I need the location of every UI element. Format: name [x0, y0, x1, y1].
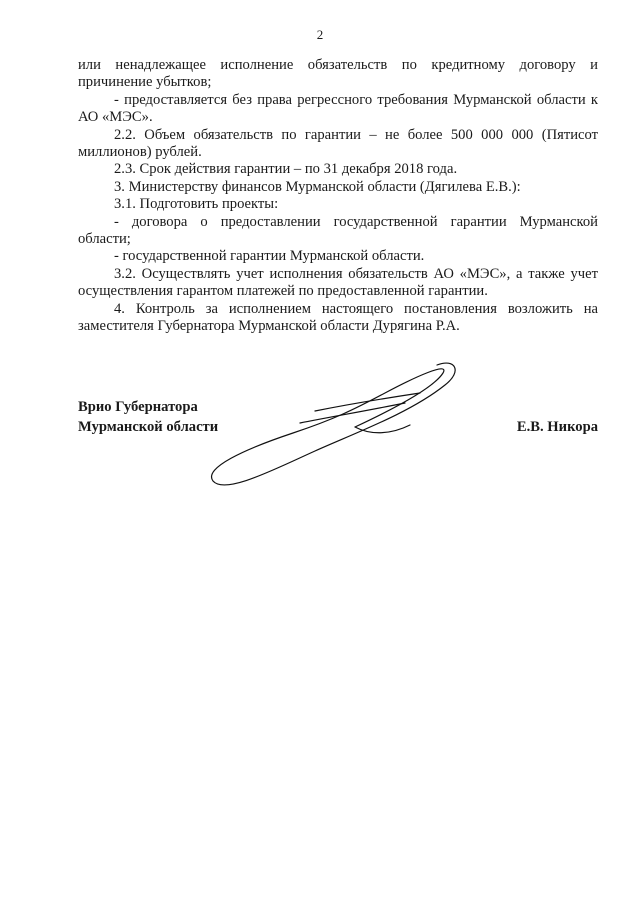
paragraph: или ненадлежащее исполнение обязательств по кредитному договору и причинение убытков;: [78, 57, 598, 91]
paragraph: - договора о предоставлении государственной гарантии Мурманской области;: [78, 213, 598, 248]
paragraph: - государственной гарантии Мурманской области.: [114, 248, 425, 265]
signer-title-line: Мурманской области: [78, 419, 219, 435]
paragraph: - предоставляется без права регрессного требования Мурманской области к АО «МЭС».: [78, 91, 598, 126]
signer-title: [78, 397, 218, 437]
signature-stroke: [300, 403, 405, 423]
paragraph: 3.2. Осуществлять учет исполнения обязательств АО «МЭС», а также учет осуществления гарантом платежей по предоставленной гарантии.: [78, 265, 598, 300]
signature-stroke: [355, 425, 410, 433]
paragraph: 3.1. Подготовить проекты:: [114, 196, 279, 213]
handwritten-signature: [205, 353, 470, 508]
paragraph: 3. Министерству финансов Мурманской области (Дягилева Е.В.):: [114, 178, 521, 195]
paragraph: 2.3. Срок действия гарантии – по 31 декабря 2018 года.: [114, 161, 458, 178]
signer-title-line: Врио Губернатора: [78, 399, 198, 415]
document-body: [78, 57, 598, 336]
signer-name: Е.В. Никора: [516, 419, 598, 435]
page-number: 2: [316, 27, 324, 42]
paragraph: 2.2. Объем обязательств по гарантии – не более 500 000 000 (Пятисот миллионов) рублей.: [78, 126, 598, 161]
paragraph: 4. Контроль за исполнением настоящего постановления возложить на заместителя Губернатора Мурманской области Дурягина Р.А.: [78, 300, 598, 335]
signature-stroke: [212, 363, 456, 485]
